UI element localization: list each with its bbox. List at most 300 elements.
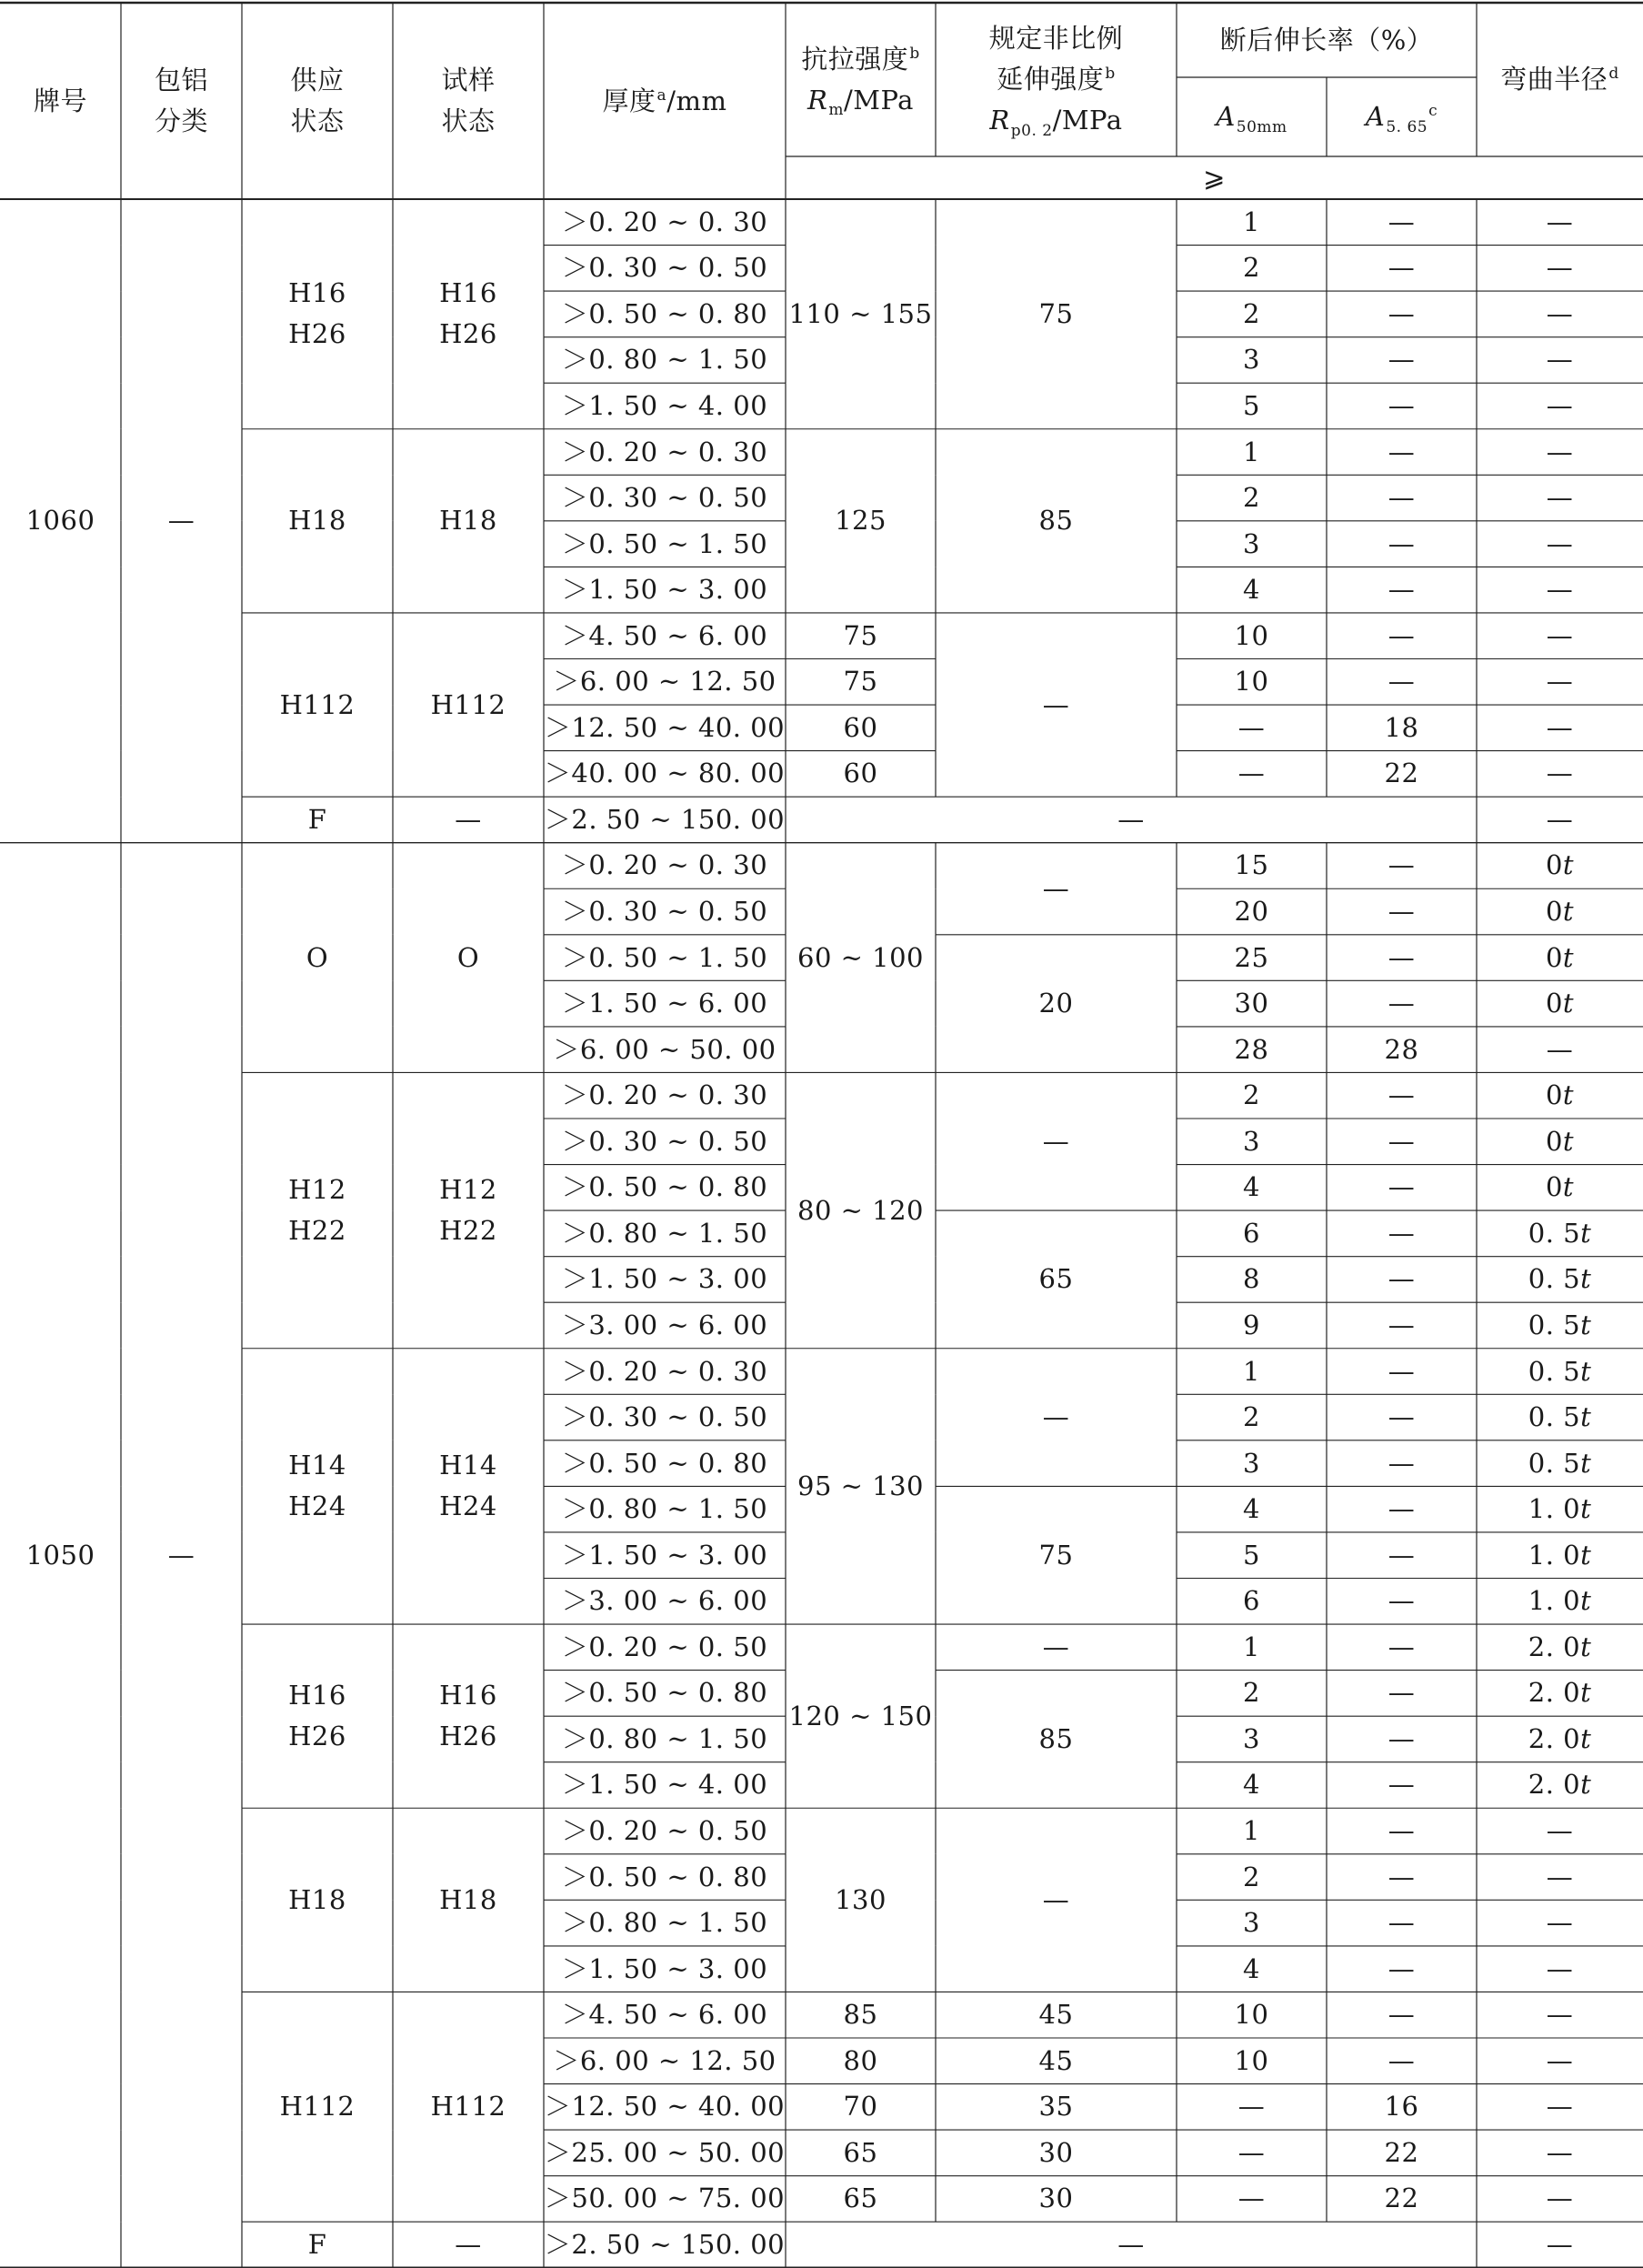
elongation-a565-cell [1327, 613, 1477, 659]
cell-line: 22 [1384, 2183, 1419, 2214]
cell-line: ＞6. 00 ~ 12. 50 [553, 2044, 776, 2076]
bend-radius-cell [1477, 935, 1643, 981]
cell-line: 2. 0t [1528, 1631, 1592, 1662]
bend-radius-cell [1477, 521, 1643, 567]
bend-radius-cell [1477, 1532, 1643, 1579]
cell-line: 80 ~ 120 [797, 1194, 924, 1226]
thickness-cell [544, 1624, 786, 1671]
cell-line: 1 [1243, 1631, 1260, 1662]
specimen-temper-cell [393, 1072, 544, 1348]
text-fragment: b [1105, 65, 1116, 84]
thickness-cell [544, 2130, 786, 2176]
bend-radius-cell [1477, 843, 1643, 889]
cell-line: ＞0. 20 ~ 0. 30 [561, 1079, 768, 1111]
cell-line: ＞12. 50 ~ 40. 00 [544, 711, 786, 743]
tensile-strength-cell [786, 1072, 936, 1348]
cell-line: 分类 [154, 105, 208, 136]
thickness-symbol: t [1580, 1263, 1592, 1295]
cell-line: 0. 5t [1528, 1217, 1592, 1249]
thickness-symbol: t [1580, 1355, 1592, 1387]
yield-strength-cell [936, 429, 1177, 613]
cell-line: 10 [1234, 2044, 1269, 2076]
bend-radius-cell [1477, 797, 1643, 843]
specimen-temper-cell [393, 199, 544, 429]
yield-strength-cell [936, 1072, 1177, 1210]
cell-line: 85 [1038, 505, 1074, 537]
cell-line: ＞0. 20 ~ 0. 50 [561, 1815, 768, 1847]
elongation-a50-cell [1177, 567, 1327, 613]
thickness-symbol: t [1580, 1217, 1592, 1249]
elongation-a50-cell [1177, 1900, 1327, 1946]
thickness-symbol: t [1562, 988, 1575, 1019]
cell-line: O [306, 941, 329, 973]
elongation-a50-cell [1177, 1027, 1327, 1073]
cell-line: 断后伸长率（%） [1219, 24, 1434, 55]
tensile-strength-cell [786, 1992, 936, 2038]
cell-line: — [1388, 252, 1416, 284]
text-fragment: 50mm [1236, 117, 1287, 136]
cell-line: — [1388, 1079, 1416, 1111]
cell-line: — [1388, 1125, 1416, 1157]
elongation-a565-cell [1327, 1946, 1477, 1992]
cell-line: H12 [288, 1174, 346, 1206]
cell-line: ＞0. 20 ~ 0. 30 [561, 436, 768, 467]
cell-line: — [1388, 1355, 1416, 1387]
yield-strength-cell [936, 2038, 1177, 2084]
cell-line: 2 [1243, 482, 1260, 514]
supply-temper-cell [242, 797, 393, 843]
cell-line: 65 [1038, 1263, 1074, 1295]
cell-line: 1050 [25, 1539, 95, 1571]
thickness-cell [544, 980, 786, 1027]
header-thickness [544, 3, 786, 199]
text-fragment: a [656, 85, 667, 105]
bend-radius-cell [1477, 980, 1643, 1027]
elongation-a50-cell [1177, 1624, 1327, 1671]
elongation-a565-cell [1327, 291, 1477, 337]
cell-line: 10 [1234, 619, 1269, 651]
text-fragment: d [1608, 65, 1619, 84]
elongation-a565-cell [1327, 1027, 1477, 1073]
cell-line: 45 [1038, 2044, 1074, 2076]
cell-line: ＞1. 50 ~ 3. 00 [561, 1539, 768, 1571]
elongation-a565-cell [1327, 1349, 1477, 1395]
bend-radius-cell [1477, 1119, 1643, 1165]
cell-line: 15 [1234, 849, 1269, 881]
cell-line: 4 [1243, 1769, 1260, 1801]
bend-radius-cell [1477, 1992, 1643, 2038]
yield-strength-cell [936, 1671, 1177, 1809]
elongation-a565-cell [1327, 980, 1477, 1027]
yield-strength-cell [936, 1486, 1177, 1624]
thickness-symbol: t [1562, 941, 1575, 973]
cell-line: — [1237, 758, 1266, 789]
bend-radius-cell [1477, 1808, 1643, 1854]
cell-line: — [1388, 1309, 1416, 1340]
supply-temper-cell [242, 613, 393, 797]
cell-line: ＞3. 00 ~ 6. 00 [561, 1309, 768, 1340]
specimen-temper-cell [393, 843, 544, 1073]
cell-line: H112 [430, 688, 506, 720]
cell-line: 65 [843, 2183, 878, 2214]
cell-line: — [1042, 1631, 1070, 1662]
cell-line: 2 [1243, 1677, 1260, 1709]
cell-line: 1. 0t [1528, 1585, 1592, 1617]
cell-line: H16 [439, 277, 497, 309]
cell-line [1366, 96, 1438, 137]
cell-line: H18 [439, 1883, 497, 1915]
tensile-strength-cell [786, 2084, 936, 2131]
cell-line: 2. 0t [1528, 1722, 1592, 1754]
text-fragment: p0. 2 [1010, 121, 1053, 140]
cell-line: — [1546, 297, 1574, 329]
bend-radius-cell [1477, 888, 1643, 935]
cell-line: — [1546, 344, 1574, 376]
cell-line: — [1388, 1677, 1416, 1709]
cell-line: F [307, 2228, 327, 2260]
cell-line: — [1042, 1883, 1070, 1915]
cell-line: — [1388, 1171, 1416, 1203]
thickness-cell [544, 1257, 786, 1303]
elongation-a50-cell [1177, 843, 1327, 889]
cell-line: — [1388, 1907, 1416, 1939]
cell-line: — [1388, 1815, 1416, 1847]
thickness-cell [544, 337, 786, 384]
bend-radius-cell [1477, 337, 1643, 384]
cell-line: 85 [843, 1999, 878, 2031]
elongation-a50-cell [1177, 1394, 1327, 1440]
cell-line: 3 [1243, 1125, 1260, 1157]
cell-line: ＞12. 50 ~ 40. 00 [544, 2091, 786, 2122]
cell-line: 35 [1038, 2091, 1074, 2122]
elongation-a50-cell [1177, 2176, 1327, 2223]
cell-line: H18 [288, 1883, 346, 1915]
thickness-cell [544, 475, 786, 521]
cell-line: — [1546, 482, 1574, 514]
elongation-a565-cell [1327, 2176, 1477, 2223]
yield-strength-cell [936, 2130, 1177, 2176]
cell-line: H22 [288, 1215, 346, 1247]
cell-line: — [1237, 2183, 1266, 2214]
cell-line: — [1117, 803, 1145, 835]
cell-line: H26 [439, 318, 497, 350]
elongation-a565-cell [1327, 567, 1477, 613]
elongation-a50-cell [1177, 1257, 1327, 1303]
supply-temper-cell [242, 1624, 393, 1808]
elongation-a50-cell [1177, 1762, 1327, 1809]
bend-radius-cell [1477, 1394, 1643, 1440]
cell-line: ＞0. 50 ~ 0. 80 [561, 1171, 768, 1203]
tensile-strength-cell [786, 1349, 936, 1624]
cell-line: 1. 0t [1528, 1493, 1592, 1525]
thickness-cell [544, 521, 786, 567]
cell-line: ＞0. 50 ~ 1. 50 [561, 941, 768, 973]
cell-line: 75 [843, 666, 878, 697]
supply-temper-cell [242, 199, 393, 429]
cell-line: 3 [1243, 1722, 1260, 1754]
cell-line: — [1546, 1907, 1574, 1939]
elongation-a50-cell [1177, 1671, 1327, 1717]
cell-line: — [1388, 1263, 1416, 1295]
cell-line: ＞0. 30 ~ 0. 50 [561, 482, 768, 514]
cell-line: $R_m$/MPa [807, 84, 914, 120]
bend-radius-cell [1477, 429, 1643, 476]
bend-radius-cell [1477, 1257, 1643, 1303]
thickness-cell [544, 659, 786, 706]
cell-line: 0t [1545, 849, 1575, 881]
header-supply-temper [242, 3, 393, 199]
elongation-a565-cell [1327, 1716, 1477, 1762]
cell-line: ＞50. 00 ~ 75. 00 [544, 2183, 786, 2214]
cell-line: — [455, 803, 482, 835]
cell-line: 4 [1243, 1493, 1260, 1525]
yield-strength-cell [936, 1349, 1177, 1487]
elongation-a50-cell [1177, 1440, 1327, 1487]
cell-line: ＞0. 20 ~ 0. 30 [561, 849, 768, 881]
thickness-symbol: t [1562, 1079, 1575, 1111]
cell-line: 牌号 [33, 85, 87, 116]
thickness-cell [544, 1486, 786, 1532]
cell-line: ＞40. 00 ~ 80. 00 [544, 758, 786, 789]
elongation-a50-cell [1177, 1119, 1327, 1165]
cell-line: 85 [1038, 1722, 1074, 1754]
cell-line: — [1388, 1722, 1416, 1754]
cell-line: ＞1. 50 ~ 3. 00 [561, 574, 768, 606]
thickness-symbol: t [1580, 1493, 1592, 1525]
bend-radius-cell [1477, 1946, 1643, 1992]
thickness-cell [544, 1027, 786, 1073]
cell-line: — [1388, 1861, 1416, 1892]
elongation-a565-cell [1327, 1119, 1477, 1165]
cell-line: ＞0. 30 ~ 0. 50 [561, 896, 768, 928]
cell-line: ＞0. 80 ~ 1. 50 [561, 1493, 768, 1525]
elongation-a565-cell [1327, 1992, 1477, 2038]
cell-line: — [1546, 389, 1574, 421]
yield-strength-cell [936, 935, 1177, 1073]
thickness-cell [544, 935, 786, 981]
header-tensile-strength [786, 3, 936, 156]
bend-radius-cell [1477, 1716, 1643, 1762]
cell-line: — [167, 1539, 195, 1571]
cell-line: ＞3. 00 ~ 6. 00 [561, 1585, 768, 1617]
cell-line: — [1388, 1217, 1416, 1249]
cell-line: 80 [843, 2044, 878, 2076]
cell-line: 2 [1243, 297, 1260, 329]
cell-line: H112 [279, 2091, 356, 2122]
elongation-a565-cell [1327, 521, 1477, 567]
bend-radius-cell [1477, 613, 1643, 659]
cell-line: 1060 [25, 505, 95, 537]
cell-line: — [1042, 1401, 1070, 1433]
bend-radius-cell [1477, 246, 1643, 292]
header-clad-class [121, 3, 242, 199]
cell-line: 10 [1234, 1999, 1269, 2031]
cell-line: — [1388, 1631, 1416, 1662]
thickness-cell [544, 1440, 786, 1487]
cell-line: 2 [1243, 1401, 1260, 1433]
cell-line: — [1388, 619, 1416, 651]
cell-line: ＞2. 50 ~ 150. 00 [544, 2228, 786, 2260]
tensile-strength-cell [786, 705, 936, 751]
thickness-cell [544, 2084, 786, 2131]
bend-radius-cell [1477, 1762, 1643, 1809]
cell-line: — [1237, 711, 1266, 743]
cell-line: H16 [288, 1680, 346, 1711]
bend-radius-cell [1477, 1440, 1643, 1487]
cell-line: H18 [288, 505, 346, 537]
cell-line: H112 [279, 688, 356, 720]
thickness-cell [544, 1900, 786, 1946]
supply-temper-cell [242, 1992, 393, 2222]
thickness-cell [544, 1992, 786, 2038]
cell-line: — [1546, 666, 1574, 697]
cell-line: 1 [1243, 206, 1260, 237]
elongation-a50-cell [1177, 888, 1327, 935]
thickness-cell [544, 2038, 786, 2084]
cell-line: 4 [1243, 574, 1260, 606]
header-yield-strength [936, 3, 1177, 156]
supply-temper-cell [242, 1072, 393, 1348]
cell-line: — [1546, 2228, 1574, 2260]
cell-line: 状态 [441, 105, 496, 136]
elongation-a565-cell [1327, 1624, 1477, 1671]
cell-line: H26 [439, 1721, 497, 1752]
elongation-a50-cell [1177, 521, 1327, 567]
cell-line: 规定非比例 [988, 23, 1124, 55]
cell-line: 0. 5t [1528, 1355, 1592, 1387]
elongation-a565-cell [1327, 383, 1477, 429]
cell-line: 状态 [290, 105, 345, 136]
elongation-a50-cell [1177, 935, 1327, 981]
elongation-a50-cell [1177, 199, 1327, 246]
cell-line: H24 [288, 1490, 346, 1522]
elongation-a565-cell [1327, 1302, 1477, 1349]
elongation-a50-cell [1177, 1349, 1327, 1395]
cell-line: 22 [1384, 758, 1419, 789]
thickness-cell [544, 1854, 786, 1901]
thickness-symbol: t [1562, 896, 1575, 928]
cell-line: $R_{p0. 2}$/MPa [989, 104, 1123, 140]
supply-temper-cell [242, 1808, 393, 1992]
cell-line: O [456, 941, 480, 973]
grade-cell [0, 843, 121, 2268]
thickness-symbol: t [1562, 1125, 1575, 1157]
elongation-a565-cell [1327, 1854, 1477, 1901]
clad-class-cell [121, 843, 242, 2268]
cell-line: ＞1. 50 ~ 6. 00 [561, 988, 768, 1019]
cell-line: 3 [1243, 527, 1260, 559]
elongation-a50-cell [1177, 613, 1327, 659]
elongation-a565-cell [1327, 1165, 1477, 1211]
cell-line: — [1546, 2136, 1574, 2168]
thickness-cell [544, 843, 786, 889]
cell-line: 2 [1243, 1079, 1260, 1111]
cell-line: 60 [843, 711, 878, 743]
cell-line: 0. 5t [1528, 1401, 1592, 1433]
cell-line: — [1388, 1952, 1416, 1984]
yield-strength-cell [936, 2176, 1177, 2223]
cell-line: — [1117, 2228, 1145, 2260]
elongation-a50-cell [1177, 1992, 1327, 2038]
cell-line: 4 [1243, 1952, 1260, 1984]
tensile-strength-cell [786, 1808, 936, 1992]
tensile-strength-cell [786, 751, 936, 798]
thickness-cell [544, 1532, 786, 1579]
thickness-symbol: t [1580, 1631, 1592, 1662]
elongation-a565-cell [1327, 246, 1477, 292]
cell-line: 包铝 [154, 65, 208, 96]
cell-line: 0. 5t [1528, 1263, 1592, 1295]
thickness-cell [544, 1072, 786, 1119]
cell-line: ＞0. 20 ~ 0. 30 [561, 1355, 768, 1387]
cell-line: ＞0. 50 ~ 0. 80 [561, 1677, 768, 1709]
cell-line: — [1546, 527, 1574, 559]
text-fragment: R [807, 84, 828, 115]
cell-line: H24 [439, 1490, 497, 1522]
thickness-cell [544, 1762, 786, 1809]
specimen-temper-cell [393, 1992, 544, 2222]
cell-line: ⩾ [1203, 162, 1226, 194]
cell-line: 3 [1243, 1907, 1260, 1939]
cell-line: — [1546, 252, 1574, 284]
cell-line: ＞1. 50 ~ 3. 00 [561, 1263, 768, 1295]
cell-line: 22 [1384, 2136, 1419, 2168]
elongation-a50-cell [1177, 246, 1327, 292]
cell-line: 试样 [441, 65, 496, 96]
thickness-cell [544, 1394, 786, 1440]
header-elongation [1177, 3, 1477, 77]
cell-line: 1 [1243, 1815, 1260, 1847]
cell-line: — [1388, 527, 1416, 559]
yield-strength-cell [936, 1210, 1177, 1349]
cell-line: — [1388, 482, 1416, 514]
header-bend-radius [1477, 3, 1643, 156]
cell-line: — [1546, 803, 1574, 835]
cell-line: — [1546, 2183, 1574, 2214]
cell-line: — [1546, 1815, 1574, 1847]
cell-line: 厚度$^a$/mm [602, 85, 727, 116]
tensile-strength-cell [786, 1624, 936, 1808]
elongation-a50-cell [1177, 1210, 1327, 1257]
elongation-a565-cell [1327, 1440, 1477, 1487]
cell-line: 0t [1545, 988, 1575, 1019]
cell-line: H16 [439, 1680, 497, 1711]
tensile-strength-cell [786, 429, 936, 613]
cell-line: 60 ~ 100 [797, 941, 924, 973]
cell-line: F [307, 803, 327, 835]
thickness-cell [544, 1579, 786, 1625]
header-a50mm [1177, 77, 1327, 156]
thickness-symbol: t [1580, 1722, 1592, 1754]
cell-line: — [1546, 711, 1574, 743]
elongation-a50-cell [1177, 1072, 1327, 1119]
cell-line: ＞2. 50 ~ 150. 00 [544, 803, 786, 835]
bend-radius-cell [1477, 751, 1643, 798]
cell-line: ＞25. 00 ~ 50. 00 [544, 2136, 786, 2168]
specimen-temper-cell [393, 2222, 544, 2268]
cell-line: 130 [835, 1883, 887, 1915]
bend-radius-cell [1477, 2084, 1643, 2131]
cell-line: — [1388, 1769, 1416, 1801]
cell-line: — [1388, 1401, 1416, 1433]
elongation-a50-cell [1177, 1486, 1327, 1532]
elongation-a565-cell [1327, 2084, 1477, 2131]
cell-line: 0t [1545, 896, 1575, 928]
specimen-temper-cell [393, 429, 544, 613]
cell-line: ＞6. 00 ~ 50. 00 [553, 1033, 776, 1065]
cell-line: 10 [1234, 666, 1269, 697]
elongation-a50-cell [1177, 337, 1327, 384]
